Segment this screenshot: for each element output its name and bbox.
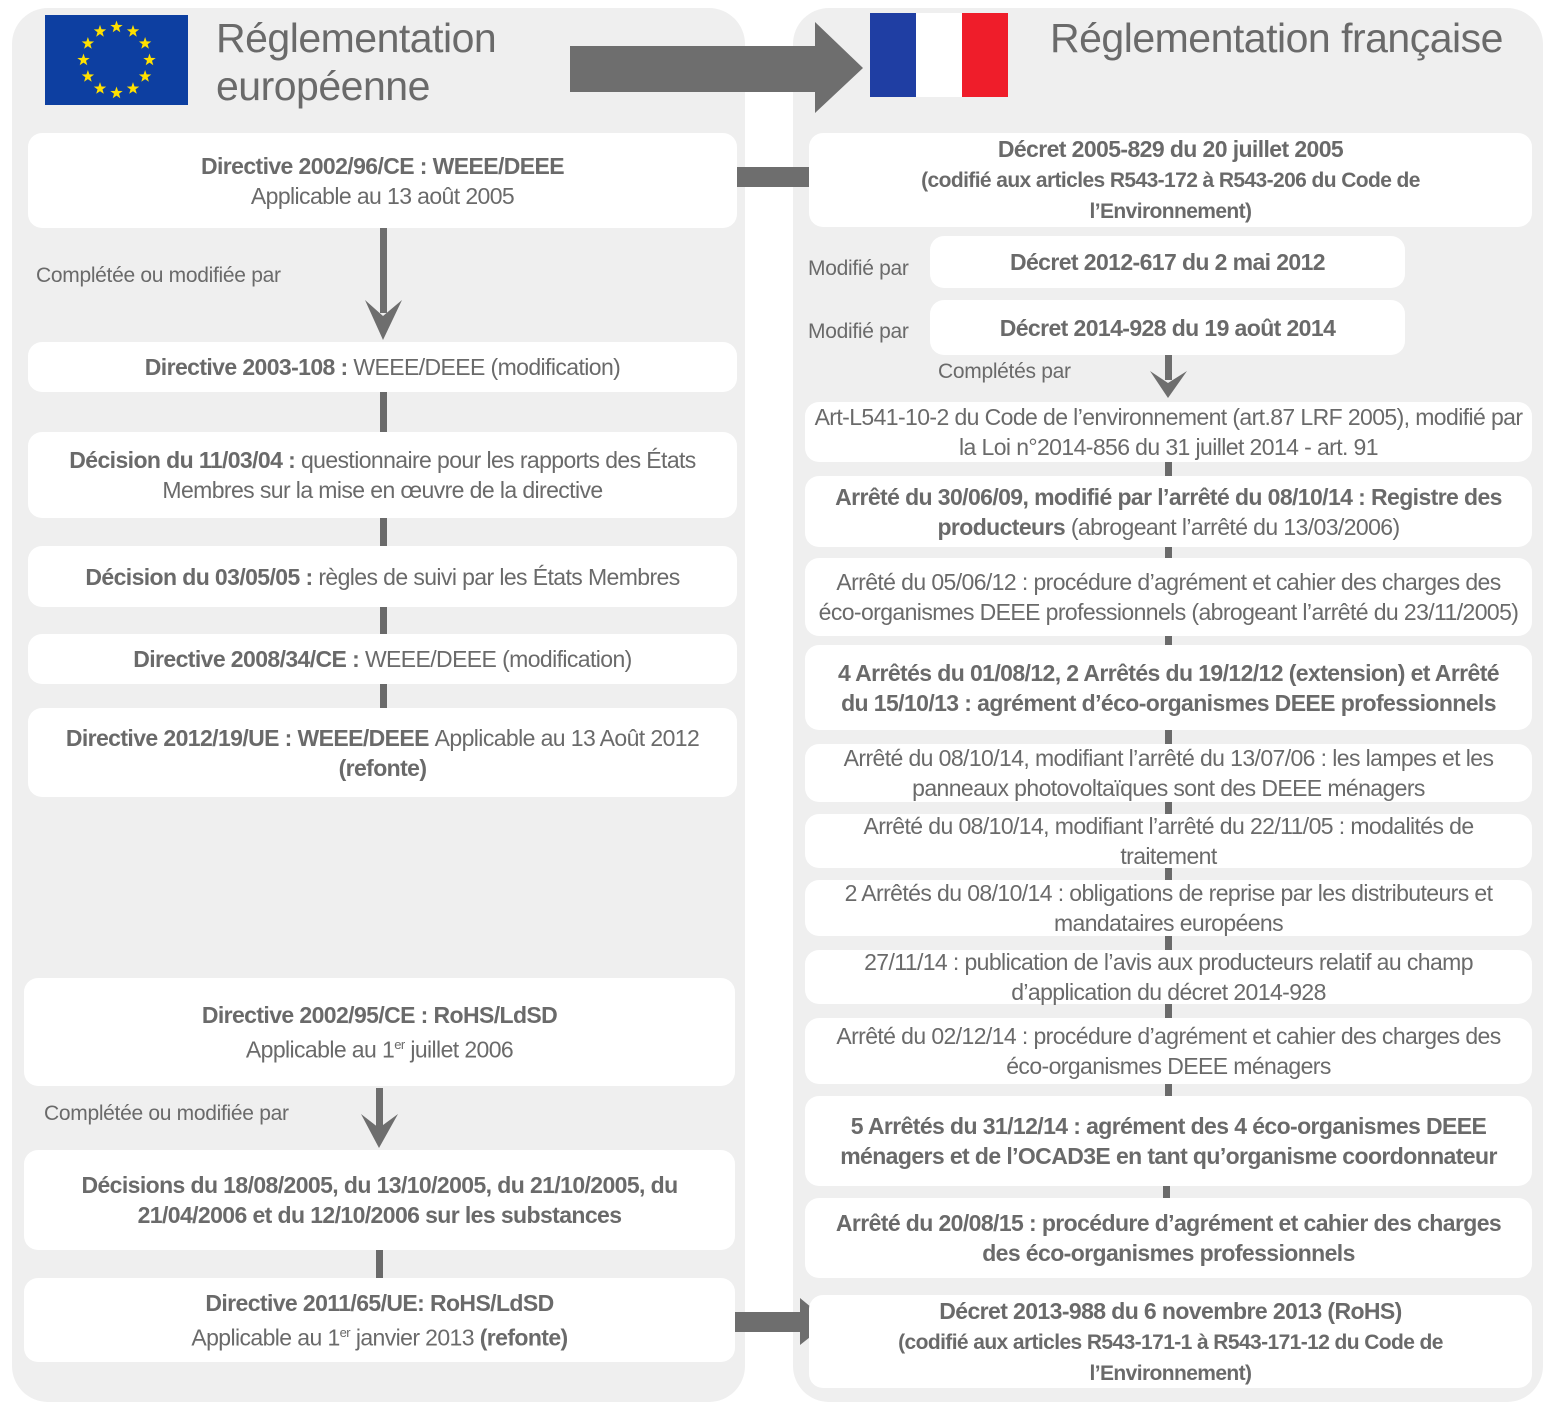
box-line (835, 1111, 1502, 1171)
box-line (145, 352, 620, 382)
bold-text: Décret 2005-829 du 20 juillet 2005 (997, 136, 1344, 162)
eu-title: Réglementation européenne (216, 15, 497, 109)
connector-line (1163, 1186, 1170, 1198)
bold-text: (refonte) (338, 754, 427, 781)
eu-box (28, 432, 737, 518)
normal-text: Applicable au 1 (191, 1324, 340, 1351)
normal-text: (abrogeant l’arrêté du 13/03/2006) (1065, 513, 1400, 540)
normal-text: Applicable au 1 (245, 1036, 395, 1063)
fr-flag-icon (870, 13, 1008, 97)
arrow-down-icon (365, 228, 403, 342)
bold-text: Directive 2011/65/UE: RoHS/LdSD (205, 1289, 554, 1316)
bold-text: Décret 2014-928 du 19 août 2014 (999, 314, 1336, 341)
box-line (998, 134, 1343, 164)
normal-text: 2 Arrêtés du 08/10/14 : obligations de reprise par les distributeurs et mandataires européens (844, 880, 1493, 936)
box-line (839, 1326, 1502, 1388)
normal-text: règles de suivi par les États Membres (318, 563, 680, 590)
eu-box (28, 133, 737, 228)
bold-text: Directive 2002/95/CE : RoHS/LdSD (201, 1001, 558, 1028)
box-line (32, 1170, 727, 1230)
connector-line (380, 684, 387, 708)
eu-box (28, 342, 737, 392)
box-line (825, 658, 1512, 718)
fr-box (805, 558, 1532, 636)
box-line (205, 1288, 553, 1318)
box-line (201, 151, 564, 181)
box-line (251, 181, 514, 211)
big-arrow-right-icon (570, 22, 865, 114)
bold-text: Décision du 11/03/04 : (69, 447, 301, 473)
superscript-text: er (339, 1324, 351, 1340)
bold-text: (refonte) (479, 1324, 568, 1351)
connector-line (1165, 636, 1172, 645)
connector-line (380, 392, 387, 432)
normal-text: janvier 2013 (350, 1324, 480, 1351)
normal-text: Art-L541-10-2 du Code de l’environnement (art.87 LRF 2005), modifié par la Loi n°2014-856 du 31 juillet 2014 - art. 91 (814, 404, 1523, 460)
box-line (246, 1030, 513, 1065)
bold-text: Décision du 03/05/05 : (85, 563, 319, 590)
fr-box (805, 880, 1532, 936)
eu-box (28, 634, 737, 684)
fr-box (930, 236, 1405, 288)
fr-box (805, 744, 1532, 802)
box-line (813, 811, 1524, 871)
normal-text: Arrêté du 05/06/12 : procédure d’agrément et cahier des charges des éco-organismes DEEE professionnels (abrogeant l’arrêté du 23/11/2005) (818, 569, 1519, 625)
box-line (869, 164, 1472, 226)
arrow-down-icon (1150, 355, 1188, 400)
bold-text: 4 Arrêtés du 01/08/12, 2 Arrêtés du 19/12/12 (extension) et Arrêté du 15/10/13 : agrément d’éco-organismes DEEE professionnels (838, 659, 1499, 716)
eu-box (24, 978, 735, 1086)
box-line (133, 644, 631, 674)
bold-text: Décret 2013-988 du 6 novembre 2013 (RoHS) (939, 1297, 1402, 1324)
bold-text: Directive 2002/96/CE : WEEE/DEEE (200, 152, 565, 179)
normal-text: WEEE/DEEE (modification) (353, 354, 621, 380)
fr-box (805, 1198, 1532, 1278)
box-line (939, 1296, 1401, 1326)
box-line (58, 445, 707, 505)
modifie-label: Modifié par (808, 257, 909, 280)
bold-text: Directive 2008/34/CE : (133, 646, 365, 672)
box-line (813, 743, 1524, 803)
box-line (835, 1208, 1502, 1268)
fr-box (805, 402, 1532, 462)
superscript-text: er (394, 1036, 405, 1052)
connector-line (1165, 462, 1172, 476)
bold-text: Décisions du 18/08/2005, du 13/10/2005, du 21/10/2005, du 21/04/2006 et du 12/10/2006 sur les substances (81, 1172, 678, 1228)
box-line (813, 1021, 1524, 1081)
bold-text: Directive 2003-108 : (144, 354, 354, 380)
box-line (85, 562, 679, 592)
bold-text: (codifié aux articles R543-172 à R543-206 du Code de l’Environnement) (921, 169, 1420, 223)
box-line (202, 1000, 557, 1030)
fr-box (809, 1295, 1532, 1388)
connector-line (376, 1250, 383, 1278)
box-line (36, 723, 729, 783)
fr-box (805, 950, 1532, 1004)
box-line (191, 1318, 567, 1353)
fr-box (805, 814, 1532, 868)
bold-text: Arrêté du 20/08/15 : procédure d’agrément et cahier des charges des éco-organismes professionnels (835, 1210, 1502, 1266)
completee-label: Complétée ou modifiée par (44, 1102, 289, 1125)
connector-line (1165, 730, 1172, 744)
eu-flag-icon (45, 15, 188, 105)
bold-text: (codifié aux articles R543-171-1 à R543-171-12 du Code de l’Environnement) (898, 1330, 1443, 1385)
box-line (813, 567, 1524, 627)
completee-label: Complétée ou modifiée par (36, 264, 281, 287)
fr-box (805, 1018, 1532, 1084)
connector-line (380, 518, 387, 546)
bold-text: 5 Arrêtés du 31/12/14 : agrément des 4 éco-organismes DEEE ménagers et de l’OCAD3E en tant qu’organisme coordonnateur (840, 1113, 1497, 1169)
eu-box (28, 546, 737, 607)
normal-text: Applicable au 13 août 2005 (250, 182, 515, 209)
fr-title: Réglementation française (1050, 15, 1503, 61)
box-line (813, 947, 1524, 1007)
normal-text: 27/11/14 : publication de l’avis aux producteurs relatif au champ d’application du décret 2014-928 (864, 949, 1473, 1005)
fr-box (805, 645, 1532, 730)
normal-text: WEEE/DEEE (modification) (364, 646, 632, 672)
box-line (813, 878, 1524, 938)
bold-text: Arrêté du 30/06/09, modifié par l’arrêté du 08/10/14 : Registre des producteurs (835, 483, 1502, 540)
connector-line (380, 607, 387, 634)
normal-text: Applicable au 13 Août 2012 (434, 724, 700, 751)
connector-line (1165, 547, 1172, 558)
box-line (813, 402, 1524, 462)
box-line (1010, 247, 1325, 277)
eu-box (24, 1278, 735, 1362)
fr-box (805, 476, 1532, 547)
normal-text: juillet 2006 (404, 1036, 514, 1063)
bold-text: Directive 2012/19/UE : WEEE/DEEE (65, 724, 435, 751)
normal-text: questionnaire pour les rapports des États Membres sur la mise en œuvre de la directive (162, 447, 696, 503)
fr-box (809, 133, 1532, 227)
normal-text: Arrêté du 02/12/14 : procédure d’agrément et cahier des charges des éco-organismes DEEE ménagers (836, 1023, 1501, 1079)
box-line (1000, 313, 1336, 343)
normal-text: Arrêté du 08/10/14, modifiant l’arrêté du 13/07/06 : les lampes et les panneaux photovoltaïques sont des DEEE ménagers (843, 745, 1494, 801)
fr-box (930, 300, 1405, 355)
fr-box (805, 1096, 1532, 1186)
normal-text: Arrêté du 08/10/14, modifiant l’arrêté du 22/11/05 : modalités de traitement (863, 813, 1474, 869)
box-line (813, 482, 1524, 542)
arrow-down-icon (361, 1088, 399, 1150)
bold-text: Décret 2012-617 du 2 mai 2012 (1009, 249, 1326, 275)
completes-label: Complétés par (938, 360, 1071, 383)
modifie-label: Modifié par (808, 320, 909, 343)
connector-line (1165, 1084, 1172, 1096)
eu-box (28, 708, 737, 797)
eu-box (24, 1150, 735, 1250)
